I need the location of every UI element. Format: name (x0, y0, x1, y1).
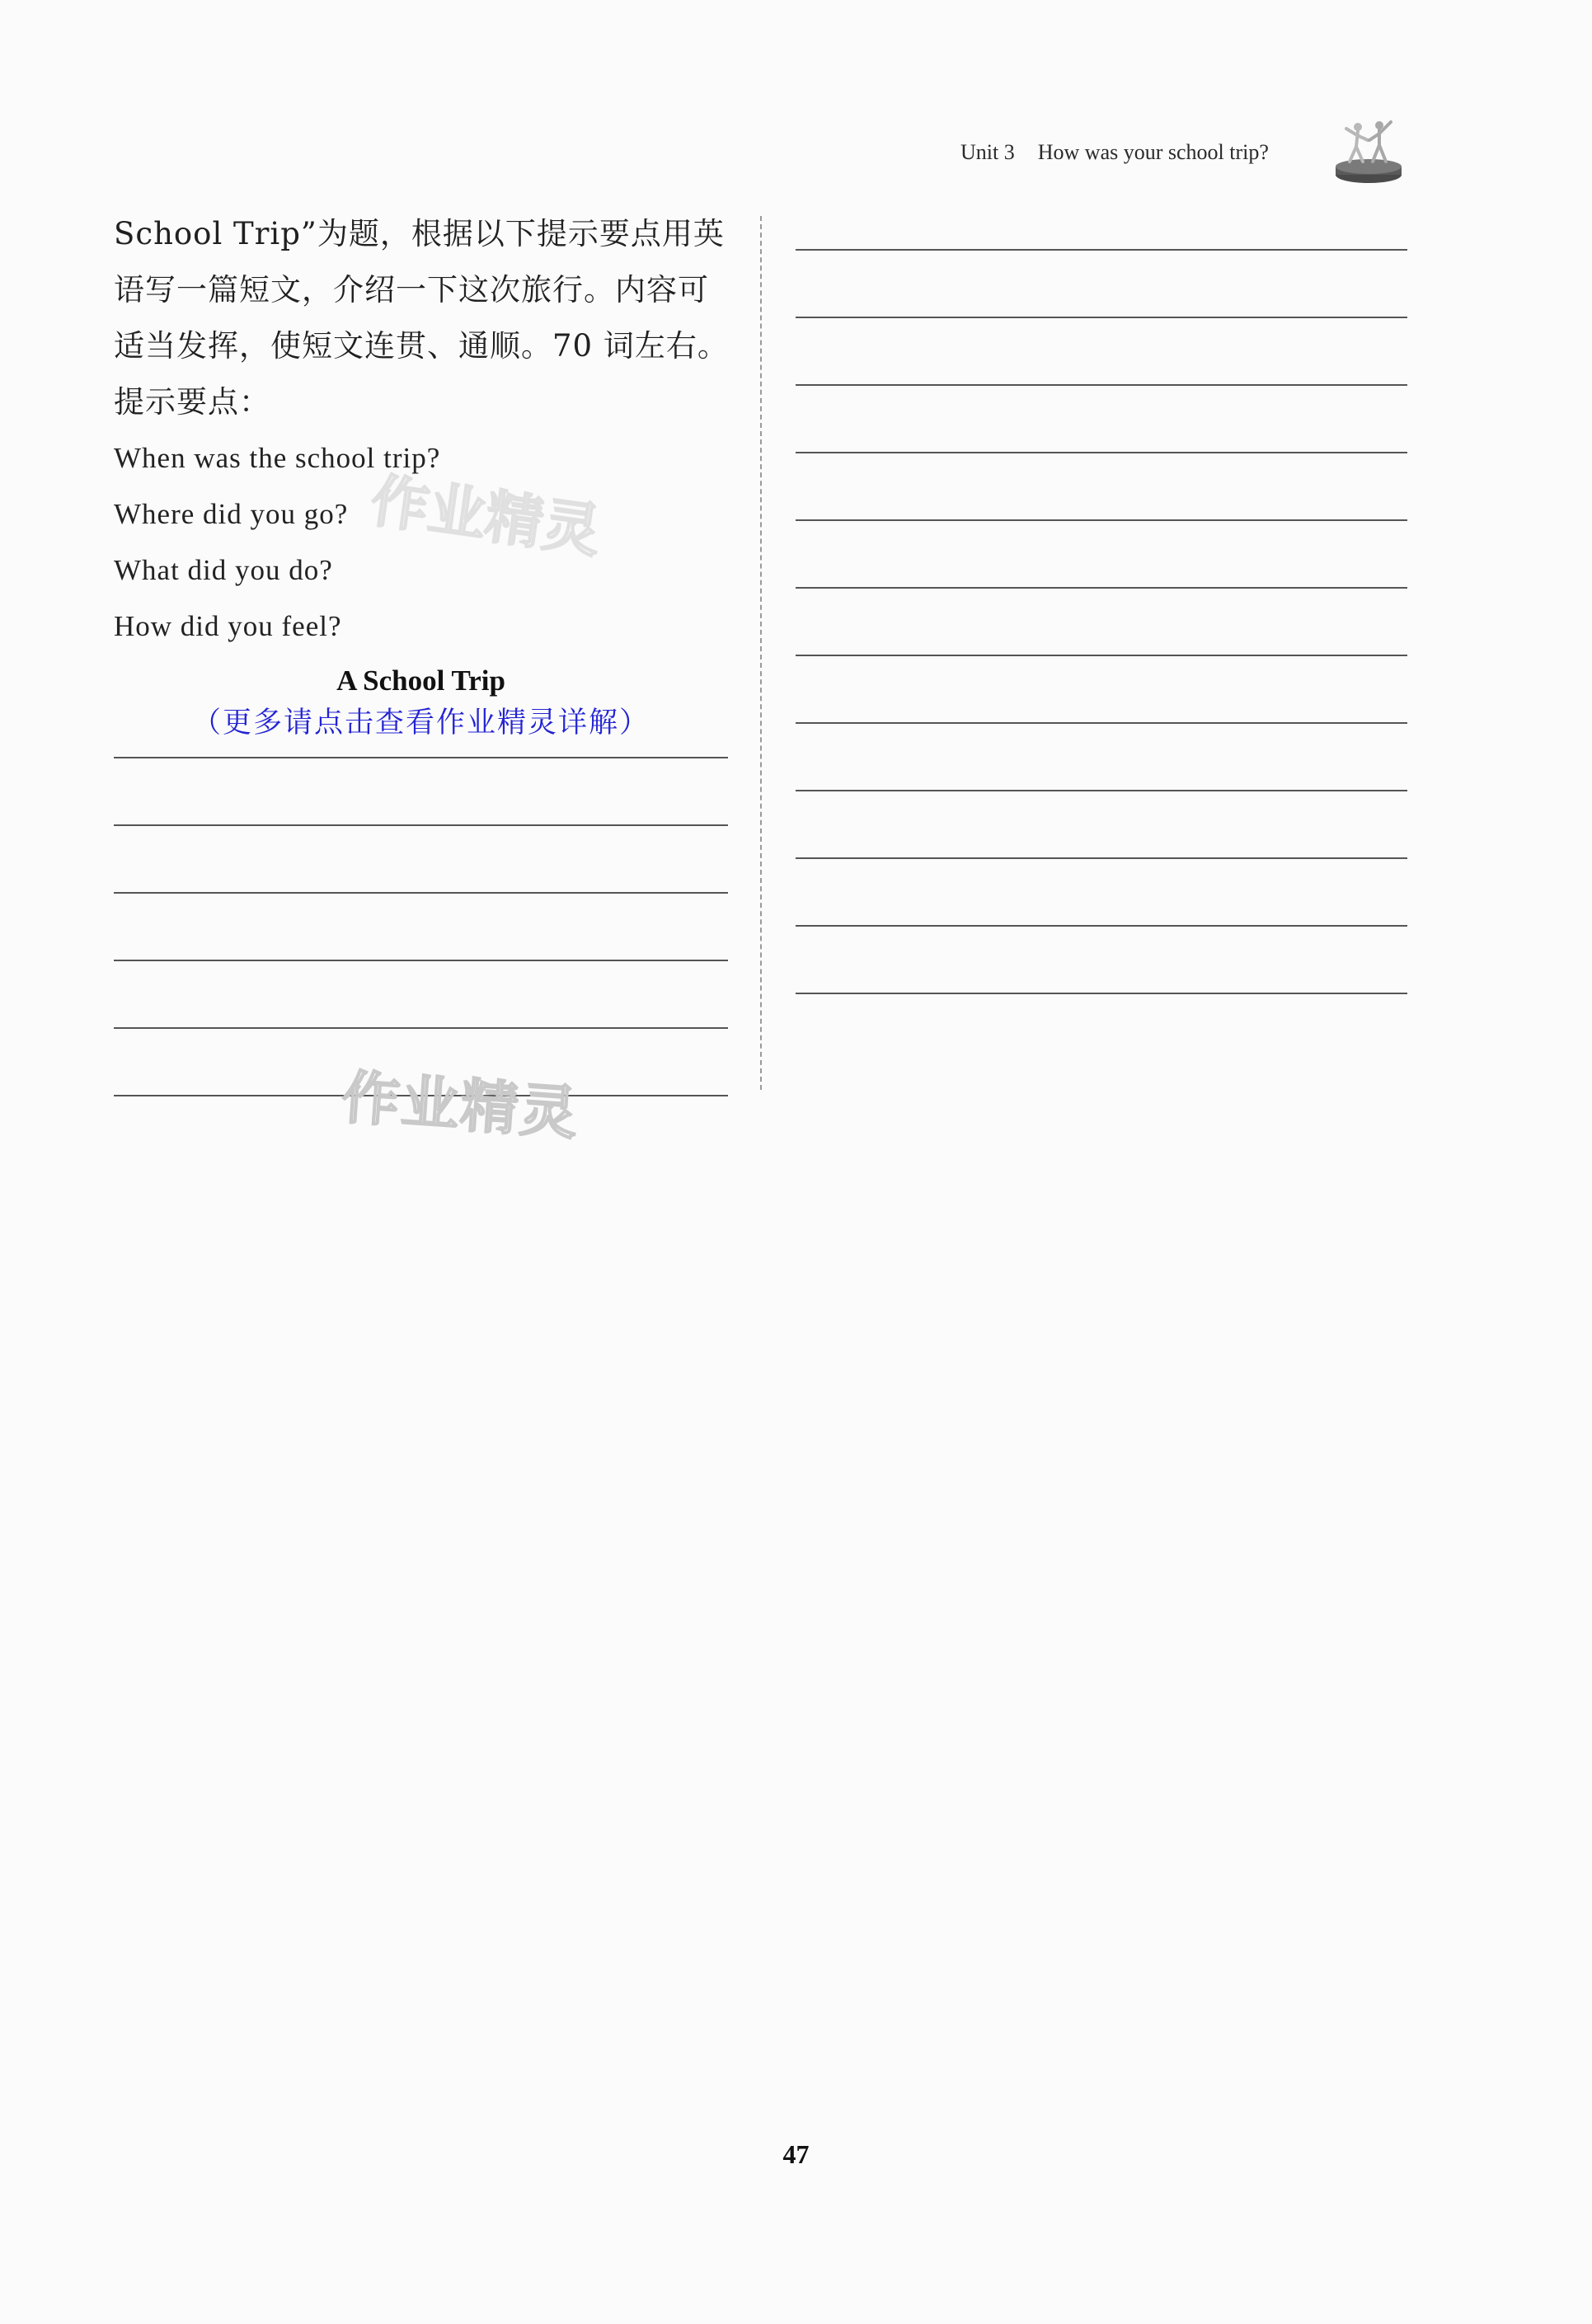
prompt-line: 语写一篇短文，介绍一下这次旅行。内容可 (114, 272, 709, 308)
watermark: 作业精灵 (340, 1063, 582, 1148)
answer-line[interactable] (796, 587, 1407, 589)
dancers-icon (1331, 115, 1406, 190)
detail-link[interactable]: （更多请点击查看作业精灵详解） (191, 707, 650, 739)
cue-question: When was the school trip? (114, 442, 441, 474)
unit-label: Unit 3 (960, 140, 1015, 164)
answer-line[interactable] (796, 722, 1407, 724)
answer-line[interactable] (114, 1027, 728, 1029)
cue-question: How did you feel? (114, 610, 342, 642)
right-answer-lines (796, 249, 1407, 994)
answer-line[interactable] (796, 452, 1407, 453)
essay-title: A School Trip (336, 664, 505, 697)
answer-line[interactable] (796, 317, 1407, 318)
cue-question: What did you do? (114, 554, 333, 586)
answer-line[interactable] (114, 960, 728, 961)
answer-line[interactable] (114, 757, 728, 758)
running-header (960, 140, 1269, 165)
page-number: 47 (782, 2139, 810, 2169)
answer-line[interactable] (114, 892, 728, 894)
prompt-line: 提示要点： (114, 384, 270, 420)
answer-line[interactable] (796, 857, 1407, 859)
answer-line[interactable] (114, 824, 728, 826)
answer-line[interactable] (796, 925, 1407, 927)
cue-question: Where did you go? (114, 498, 349, 530)
answer-line[interactable] (796, 993, 1407, 994)
answer-line[interactable] (796, 519, 1407, 521)
watermark-faint: 作业精灵 (366, 466, 605, 566)
answer-line[interactable] (796, 655, 1407, 656)
answer-line[interactable] (796, 249, 1407, 251)
unit-title: How was your school trip? (1037, 140, 1269, 164)
prompt-line: School Trip”为题，根据以下提示要点用英 (114, 216, 725, 251)
prompt-line: 适当发挥，使短文连贯、通顺。70 词左右。 (114, 328, 729, 364)
left-answer-lines (114, 757, 728, 1096)
column-divider (760, 216, 762, 1090)
answer-line[interactable] (796, 384, 1407, 386)
answer-line[interactable] (796, 790, 1407, 791)
